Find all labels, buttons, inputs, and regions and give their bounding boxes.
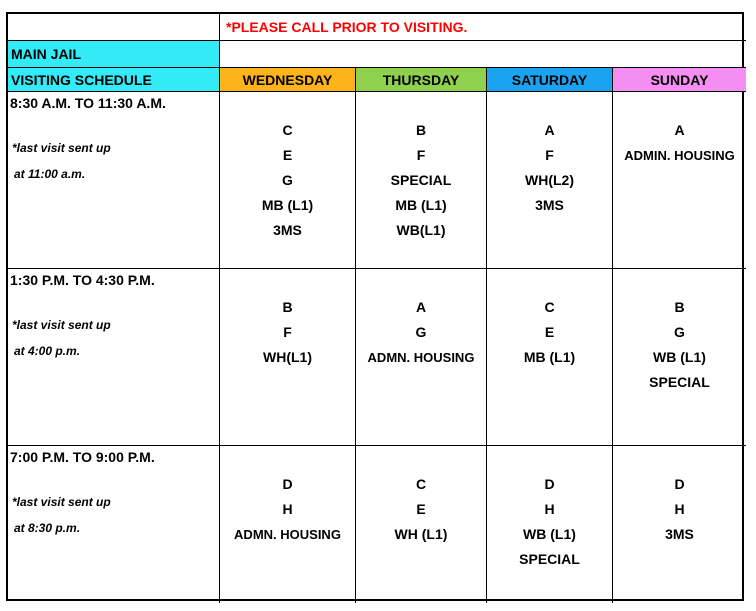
housing-unit: C	[544, 299, 555, 315]
slot-cell	[487, 92, 613, 269]
slot-cell	[613, 92, 746, 269]
slot-cell	[487, 446, 613, 603]
slot-cell	[220, 446, 356, 603]
housing-unit: A	[674, 122, 685, 138]
housing-unit: F	[416, 147, 426, 163]
housing-unit: D	[282, 476, 293, 492]
last-visit-time: at 8:30 p.m.	[14, 521, 81, 535]
housing-unit: 3MS	[535, 197, 564, 213]
housing-unit: G	[674, 324, 685, 340]
housing-unit: WB (L1)	[653, 349, 706, 365]
last-visit-time: at 11:00 a.m.	[14, 167, 86, 181]
last-visit-note: *last visit sent up	[12, 318, 111, 332]
housing-unit: WH (L1)	[394, 526, 448, 542]
session-time-cell	[8, 446, 220, 603]
slot-cell	[220, 269, 356, 446]
housing-unit: D	[544, 476, 555, 492]
day-header-saturday: SATURDAY	[487, 68, 613, 92]
session-time: 7:00 P.M. TO 9:00 P.M.	[10, 449, 155, 465]
housing-unit: G	[415, 324, 427, 340]
housing-unit: MB (L1)	[395, 197, 447, 213]
housing-unit: E	[544, 324, 555, 340]
housing-unit: B	[674, 299, 685, 315]
housing-unit: WH(L1)	[263, 349, 312, 365]
housing-unit: WH(L2)	[525, 172, 574, 188]
facility-blank-cell	[220, 41, 746, 68]
housing-unit: B	[415, 122, 427, 138]
facility-label: MAIN JAIL	[8, 41, 220, 68]
slot-cell	[613, 269, 746, 446]
housing-unit: C	[415, 476, 427, 492]
housing-unit: H	[282, 501, 293, 517]
housing-unit: G	[282, 172, 293, 188]
housing-unit: E	[416, 501, 426, 517]
last-visit-note: *last visit sent up	[12, 141, 111, 155]
housing-unit: 3MS	[665, 526, 694, 542]
housing-unit: H	[674, 501, 685, 517]
schedule-label: VISITING SCHEDULE	[8, 68, 220, 92]
housing-unit: WB (L1)	[523, 526, 576, 542]
housing-unit: ADMIN. HOUSING	[624, 148, 735, 163]
visiting-schedule-table	[6, 12, 744, 601]
session-time-cell	[8, 269, 220, 446]
slot-cell	[487, 269, 613, 446]
housing-unit: ADMN. HOUSING	[367, 350, 475, 365]
housing-unit: 3MS	[273, 222, 302, 238]
session-time: 8:30 A.M. TO 11:30 A.M.	[10, 95, 166, 111]
housing-unit: F	[545, 147, 554, 163]
housing-unit: SPECIAL	[649, 374, 710, 390]
housing-unit: SPECIAL	[390, 172, 452, 188]
housing-unit: WB(L1)	[396, 222, 446, 238]
last-visit-time: at 4:00 p.m.	[14, 344, 81, 358]
housing-unit: H	[544, 501, 555, 517]
day-header-thursday: THURSDAY	[356, 68, 487, 92]
housing-unit: MB (L1)	[523, 349, 576, 365]
slot-cell	[356, 92, 487, 269]
slot-cell	[356, 269, 487, 446]
slot-cell	[613, 446, 746, 603]
housing-unit: C	[282, 122, 293, 138]
day-header-wednesday: WEDNESDAY	[220, 68, 356, 92]
notice-text: *PLEASE CALL PRIOR TO VISITING.	[220, 14, 746, 41]
housing-unit: A	[415, 299, 427, 315]
day-header-sunday: SUNDAY	[613, 68, 746, 92]
housing-unit: MB (L1)	[261, 197, 314, 213]
housing-unit: SPECIAL	[519, 551, 580, 567]
housing-unit: ADMN. HOUSING	[234, 527, 341, 542]
housing-unit: D	[674, 476, 685, 492]
housing-unit: E	[282, 147, 293, 163]
last-visit-note: *last visit sent up	[12, 495, 111, 509]
slot-cell	[356, 446, 487, 603]
slot-cell	[220, 92, 356, 269]
housing-unit: A	[544, 122, 555, 138]
housing-unit: F	[283, 324, 292, 340]
corner-cell	[8, 14, 220, 41]
session-time-cell	[8, 92, 220, 269]
session-time: 1:30 P.M. TO 4:30 P.M.	[10, 272, 155, 288]
housing-unit: B	[282, 299, 293, 315]
